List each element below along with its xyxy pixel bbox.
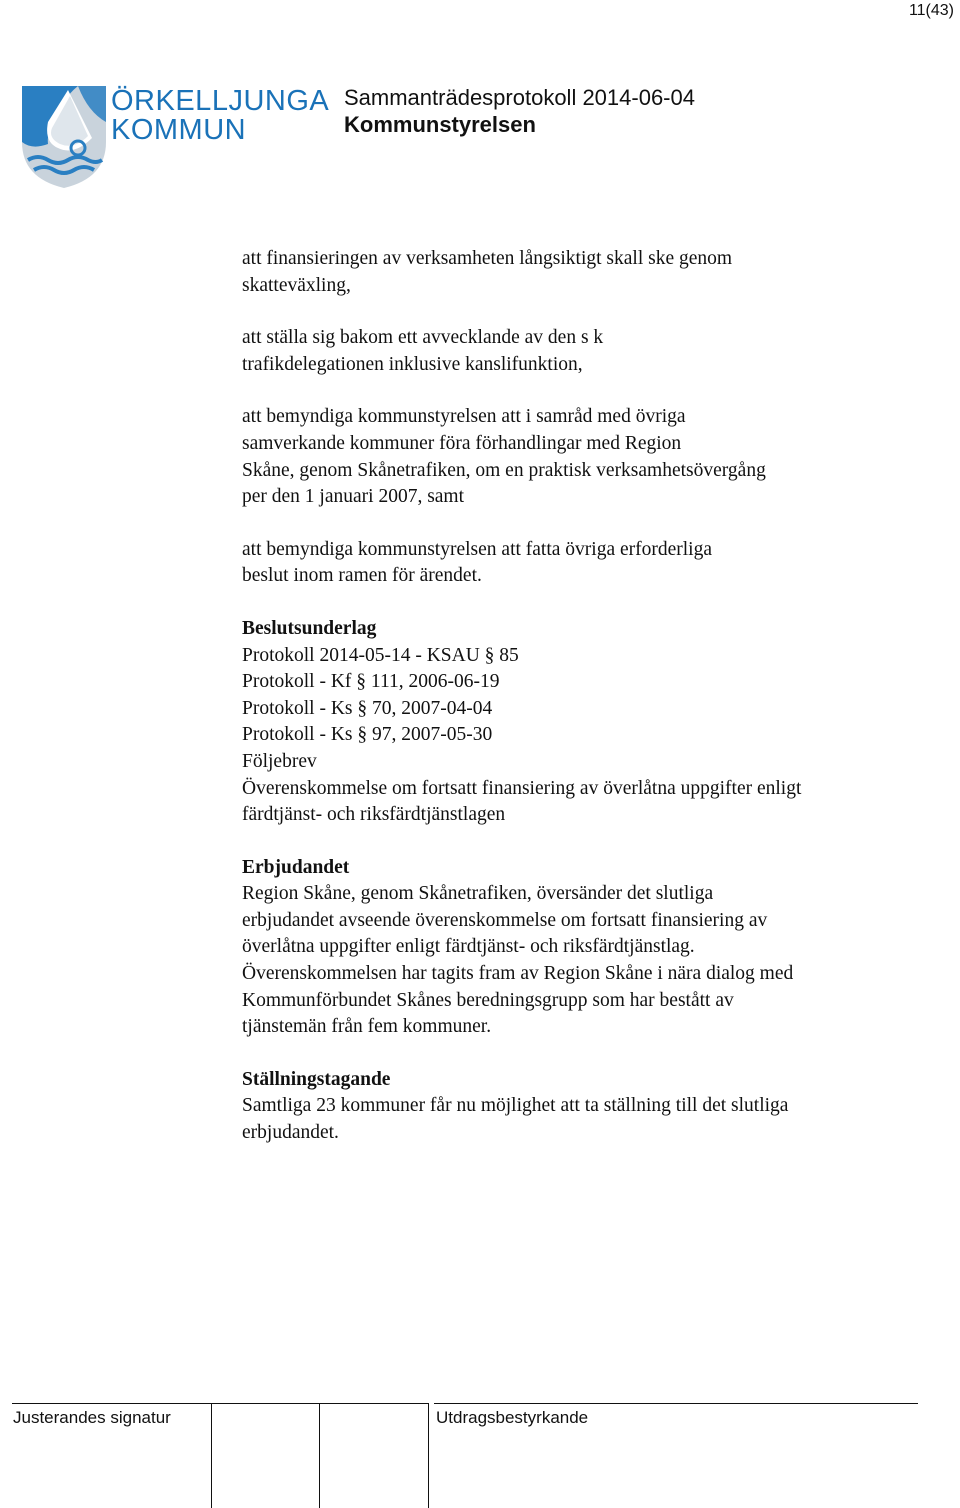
text-line: överlåtna uppgifter enligt färdtjänst- och riksfärdtjänstlag. [242, 936, 695, 958]
footer-divider [12, 1403, 428, 1404]
protocol-title: Sammanträdesprotokoll 2014-06-04 [344, 85, 695, 110]
decision-paragraph [242, 404, 922, 510]
text-line: samverkande kommuner föra förhandlingar med Region [242, 432, 682, 454]
coat-of-arms-icon [18, 82, 110, 190]
text-line: Kommunförbundet Skånes beredningsgrupp som har bestått av [242, 989, 734, 1011]
signature-box-divider [428, 1403, 429, 1508]
text-line: att finansieringen av verksamheten långsiktigt skall ske genom [242, 248, 733, 269]
text-line: att bemyndiga kommunstyrelsen att i samråd med övriga [242, 406, 686, 428]
justerandes-signatur-label: Justerandes signatur [13, 1408, 171, 1427]
text-line: att ställa sig bakom ett avvecklande av den s k [242, 327, 604, 349]
text-line: beslut inom ramen för ärendet. [242, 565, 482, 587]
reference-item: Protokoll - Ks § 97, 2007-05-30 [242, 724, 493, 746]
stallningstagande-section [242, 1067, 922, 1147]
signature-box-divider [211, 1403, 212, 1508]
board-name: Kommunstyrelsen [344, 112, 536, 137]
text-line: Överenskommelsen har tagits fram av Region Skåne i nära dialog med [242, 963, 794, 985]
page-number: 11(43) [908, 2, 954, 19]
text-line: skatteväxling, [242, 274, 351, 296]
decision-paragraph [242, 537, 922, 590]
text-line: att bemyndiga kommunstyrelsen att fatta övriga erforderliga [242, 538, 713, 560]
reference-item: Protokoll 2014-05-14 - KSAU § 85 [242, 644, 519, 666]
text-line: Region Skåne, genom Skånetrafiken, översänder det slutliga [242, 883, 714, 905]
text-line: erbjudandet. [242, 1122, 339, 1144]
logo-line-2: KOMMUN [111, 114, 247, 146]
text-line: erbjudandet avseende överenskommelse om fortsatt finansiering av [242, 909, 768, 931]
signature-footer [0, 1403, 960, 1508]
logo-text [111, 87, 329, 145]
document-header [344, 84, 695, 138]
reference-item: Protokoll - Ks § 70, 2007-04-04 [242, 697, 493, 719]
decision-paragraph [242, 325, 922, 378]
section-heading: Ställningstagande [242, 1068, 391, 1090]
utdragsbestyrkande-label: Utdragsbestyrkande [436, 1408, 589, 1427]
text-line: trafikdelegationen inklusive kanslifunktion, [242, 353, 583, 375]
municipality-logo [18, 82, 330, 192]
reference-item: Följebrev [242, 750, 317, 772]
section-heading: Erbjudandet [242, 856, 350, 878]
reference-item: Överenskommelse om fortsatt finansiering av överlåtna uppgifter enligt [242, 777, 802, 799]
logo-line-1: ÖRKELLJUNGA [111, 85, 330, 117]
beslutsunderlag-section [242, 616, 922, 829]
protocol-body [242, 246, 922, 1173]
text-line: Skåne, genom Skånetrafiken, om en praktisk verksamhetsövergång [242, 459, 766, 481]
reference-item: färdtjänst- och riksfärdtjänstlagen [242, 804, 506, 826]
text-line: tjänstemän från fem kommuner. [242, 1016, 492, 1038]
text-line: Samtliga 23 kommuner får nu möjlighet att ta ställning till det slutliga [242, 1095, 789, 1117]
text-line: per den 1 januari 2007, samt [242, 486, 465, 508]
signature-box-divider [319, 1403, 320, 1508]
reference-item: Protokoll - Kf § 111, 2006-06-19 [242, 671, 500, 693]
section-heading: Beslutsunderlag [242, 617, 377, 639]
decision-paragraph [242, 246, 922, 299]
erbjudandet-section [242, 855, 922, 1041]
footer-divider [434, 1403, 918, 1404]
